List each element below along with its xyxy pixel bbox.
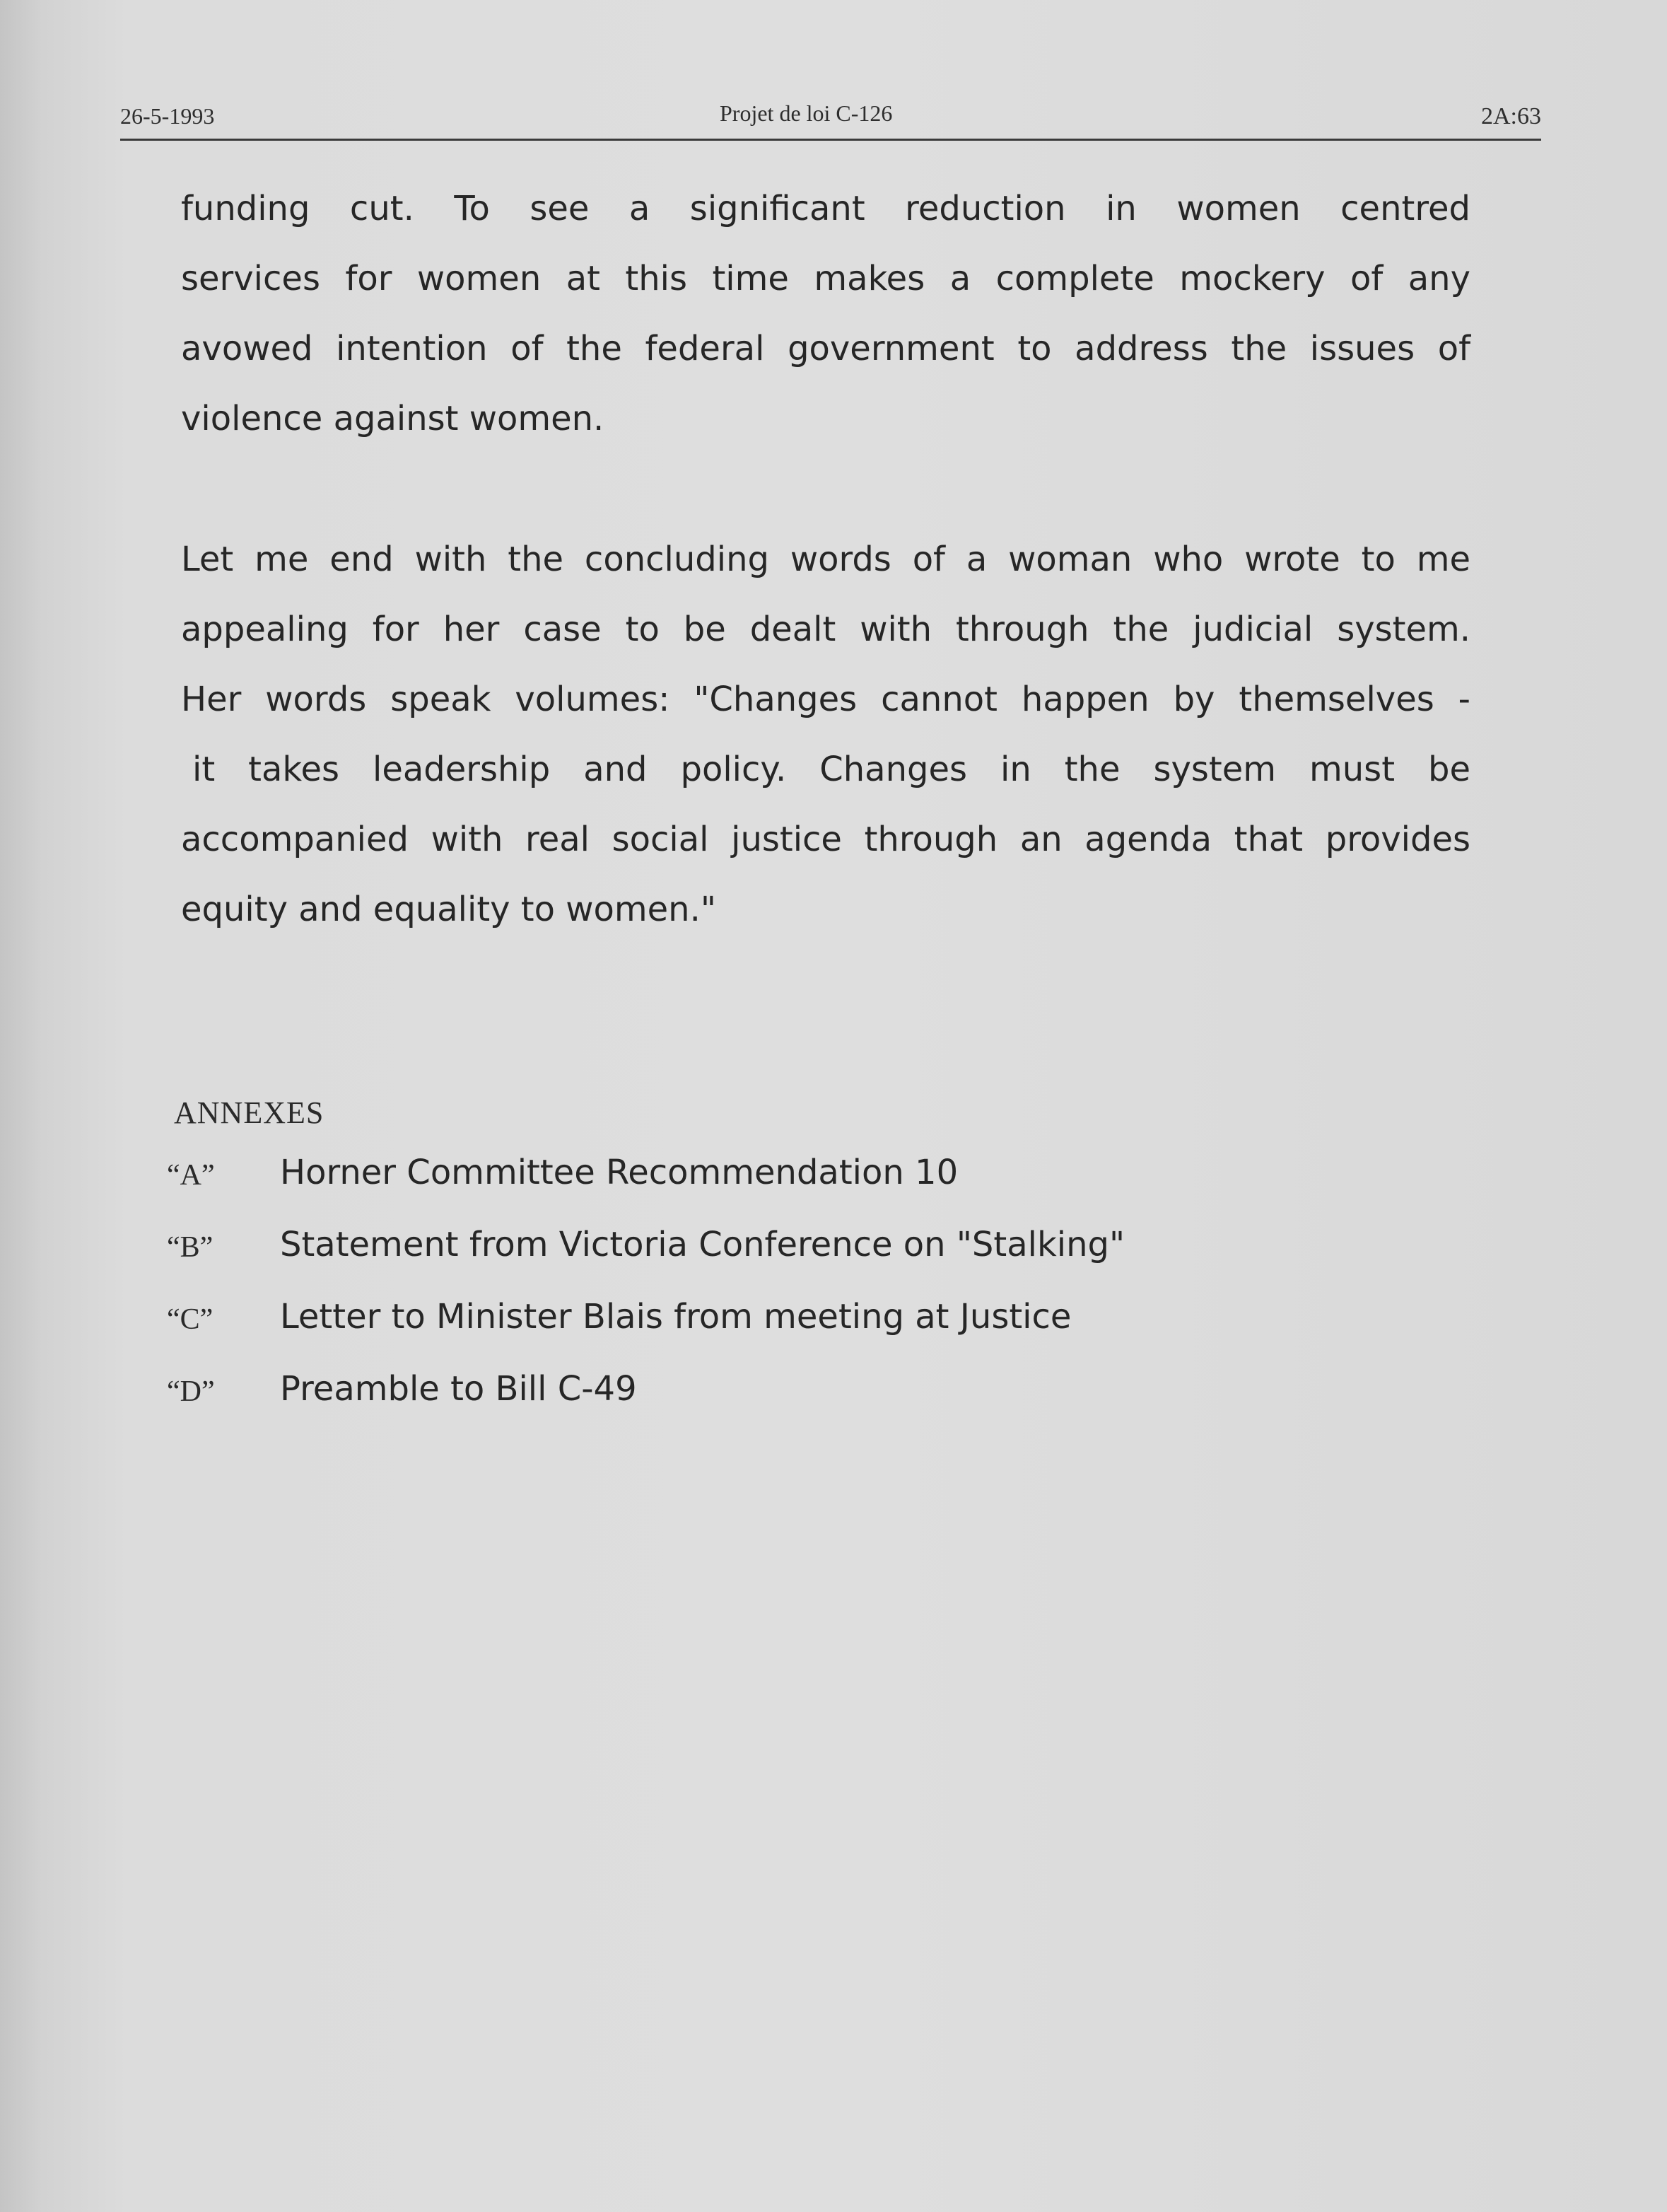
text-line: appealing for her case to be dealt with through the judicial system.	[181, 610, 1470, 649]
annex-title: Letter to Minister Blais from meeting at Justice	[280, 1297, 1072, 1337]
annex-letter: “D”	[167, 1375, 215, 1408]
annex-list	[167, 1153, 1510, 1441]
text-line: services for women at this time makes a complete mockery of any	[181, 259, 1470, 298]
text-line: avowed intention of the federal government to address the issues of	[181, 329, 1470, 368]
annex-letter: “B”	[167, 1231, 214, 1264]
annex-item-a	[167, 1153, 1510, 1225]
text-line: Her words speak volumes: "Changes cannot happen by themselves -	[181, 680, 1470, 719]
annex-item-b	[167, 1225, 1510, 1297]
annex-item-d	[167, 1369, 1510, 1441]
text-line: equity and equality to women."	[181, 890, 716, 929]
annexes-heading: ANNEXES	[174, 1095, 324, 1130]
annex-title: Preamble to Bill C-49	[280, 1369, 637, 1409]
text-line: Let me end with the concluding words of a woman who wrote to me	[181, 540, 1470, 579]
paragraph-concluding-words	[181, 525, 1470, 945]
paragraph-funding-cut	[181, 174, 1470, 454]
header-bill-title: Projet de loi C-126	[720, 100, 893, 126]
annex-letter: “A”	[167, 1159, 215, 1192]
text-line: it takes leadership and policy. Changes in the system must be	[192, 750, 1470, 789]
page-header	[120, 99, 1541, 141]
annex-letter: “C”	[167, 1303, 214, 1336]
text-line: violence against women.	[181, 399, 604, 438]
header-date: 26-5-1993	[120, 103, 215, 129]
text-line: accompanied with real social justice through an agenda that provides	[181, 820, 1470, 859]
annex-item-c	[167, 1297, 1510, 1369]
text-line: funding cut. To see a significant reduction in women centred	[181, 189, 1470, 228]
annex-title: Horner Committee Recommendation 10	[280, 1153, 959, 1192]
annex-title: Statement from Victoria Conference on "Stalking"	[280, 1225, 1125, 1264]
header-page-number: 2A:63	[1481, 103, 1541, 129]
